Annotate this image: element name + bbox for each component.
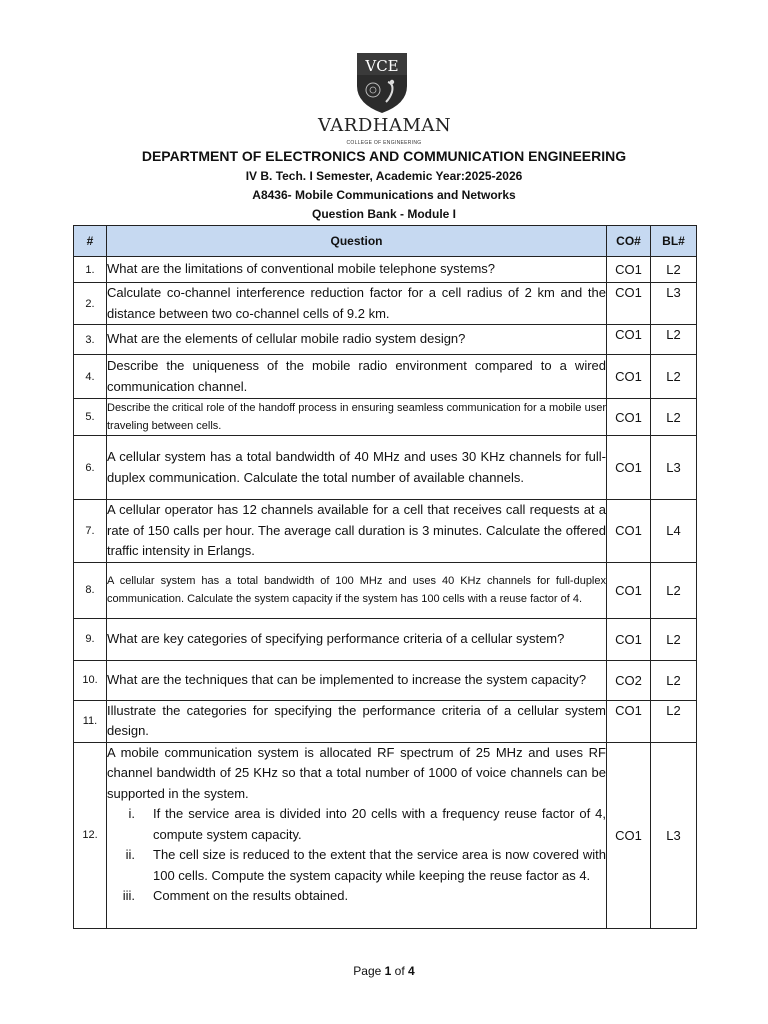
blooms-level: L2 xyxy=(651,257,697,283)
row-number: 9. xyxy=(74,618,107,660)
question-text: Describe the critical role of the handoff process in ensuring seamless communication for a mobile user traveling between cells. xyxy=(107,399,607,436)
subpart-label: iii. xyxy=(122,888,135,903)
list-item xyxy=(107,886,606,907)
page-footer xyxy=(0,964,768,978)
blooms-level: L2 xyxy=(651,325,697,355)
table-row xyxy=(74,257,697,283)
blooms-level: L2 xyxy=(651,618,697,660)
row-number: 3. xyxy=(74,325,107,355)
row-number: 7. xyxy=(74,500,107,563)
course-outcome: CO1 xyxy=(607,355,651,399)
course-outcome: CO1 xyxy=(607,700,651,742)
course-outcome: CO1 xyxy=(607,283,651,325)
row-number: 2. xyxy=(74,283,107,325)
subpart-label: ii. xyxy=(125,847,135,862)
table-row xyxy=(74,562,697,618)
subpart-text: The cell size is reduced to the extent that the service area is now covered with 100 cells. Compute the system capacity while keeping the reuse factor as 4. xyxy=(153,847,606,883)
table-row xyxy=(74,742,697,928)
row-number: 5. xyxy=(74,399,107,436)
course-outcome: CO1 xyxy=(607,399,651,436)
blooms-level: L2 xyxy=(651,562,697,618)
table-row xyxy=(74,355,697,399)
row-number: 10. xyxy=(74,660,107,700)
table-row xyxy=(74,436,697,500)
logo-subtext: COLLEGE OF ENGINEERING xyxy=(346,140,422,146)
column-header-co: CO# xyxy=(607,226,651,257)
question-text: What are key categories of specifying performance criteria of a cellular system? xyxy=(107,618,607,660)
course-line: A8436- Mobile Communications and Networks xyxy=(252,188,516,202)
row-number: 11. xyxy=(74,700,107,742)
question-text: A cellular system has a total bandwidth of 40 MHz and uses 30 KHz channels for full-duplex communication. Calculate the total number of available channels. xyxy=(107,436,607,500)
subpart-text: If the service area is divided into 20 cells with a frequency reuse factor of 4, compute system capacity. xyxy=(153,806,606,842)
course-outcome: CO1 xyxy=(607,618,651,660)
course-outcome: CO1 xyxy=(607,436,651,500)
blooms-level: L2 xyxy=(651,660,697,700)
row-number: 8. xyxy=(74,562,107,618)
question-cell xyxy=(107,742,607,928)
course-outcome: CO2 xyxy=(607,660,651,700)
column-header-question: Question xyxy=(107,226,607,257)
blooms-level: L2 xyxy=(651,700,697,742)
question-bank-table xyxy=(73,225,697,929)
list-item xyxy=(107,845,606,886)
table-row xyxy=(74,500,697,563)
blooms-level: L4 xyxy=(651,500,697,563)
logo-brand-name: VARDHAMAN xyxy=(318,115,452,136)
table-row xyxy=(74,618,697,660)
page-total: 4 xyxy=(408,964,415,978)
course-outcome: CO1 xyxy=(607,742,651,928)
course-outcome: CO1 xyxy=(607,257,651,283)
blooms-level: L3 xyxy=(651,742,697,928)
page-prefix: Page xyxy=(353,964,385,978)
question-text: A mobile communication system is allocated RF spectrum of 25 MHz and uses RF channel bandwidth of 25 KHz so that a total number of 1000 of voice channels can be supported in the system. xyxy=(107,744,606,801)
table-row xyxy=(74,700,697,742)
list-item xyxy=(107,804,606,845)
column-header-bl: BL# xyxy=(651,226,697,257)
table-row xyxy=(74,660,697,700)
page-number: 1 xyxy=(384,964,392,978)
page-of: of xyxy=(391,964,409,978)
semester-line: IV B. Tech. I Semester, Academic Year:2025-2026 xyxy=(245,169,523,183)
subpart-label: i. xyxy=(128,806,135,821)
vce-shield-emblem xyxy=(356,52,408,114)
course-outcome: CO1 xyxy=(607,562,651,618)
question-text: A cellular operator has 12 channels available for a cell that receives call requests at a rate of 150 calls per hour. The average call duration is 3 minutes. Calculate the offered traffic intensity in Erlangs. xyxy=(107,500,607,563)
subpart-list xyxy=(107,804,606,907)
row-number: 6. xyxy=(74,436,107,500)
subpart-text: Comment on the results obtained. xyxy=(153,888,349,903)
question-text: What are the elements of cellular mobile radio system design? xyxy=(107,325,607,355)
row-number: 1. xyxy=(74,257,107,283)
question-text: What are the limitations of conventional mobile telephone systems? xyxy=(107,257,607,283)
blooms-level: L3 xyxy=(651,283,697,325)
blooms-level: L2 xyxy=(651,399,697,436)
document-title: Question Bank - Module I xyxy=(311,207,456,221)
column-header-number: # xyxy=(74,226,107,257)
question-text: A cellular system has a total bandwidth of 100 MHz and uses 40 KHz channels for full-duplex communication. Calculate the system capacity if the system has 100 cells with a reuse factor of 4. xyxy=(107,562,607,618)
logo-emblem-text: VCE xyxy=(365,57,399,75)
department-heading: DEPARTMENT OF ELECTRONICS AND COMMUNICATION ENGINEERING xyxy=(141,148,627,164)
question-text: Calculate co-channel interference reduction factor for a cell radius of 2 km and the distance between two co-channel cells of 9.2 km. xyxy=(107,283,607,325)
table-row xyxy=(74,325,697,355)
table-row xyxy=(74,283,697,325)
question-text: What are the techniques that can be implemented to increase the system capacity? xyxy=(107,660,607,700)
blooms-level: L3 xyxy=(651,436,697,500)
course-outcome: CO1 xyxy=(607,325,651,355)
table-header-row xyxy=(74,226,697,257)
blooms-level: L2 xyxy=(651,355,697,399)
question-text: Illustrate the categories for specifying the performance criteria of a cellular system design. xyxy=(107,700,607,742)
table-row xyxy=(74,399,697,436)
course-outcome: CO1 xyxy=(607,500,651,563)
college-logo xyxy=(318,52,450,150)
row-number: 12. xyxy=(74,742,107,928)
row-number: 4. xyxy=(74,355,107,399)
question-text: Describe the uniqueness of the mobile radio environment compared to a wired communication channel. xyxy=(107,355,607,399)
